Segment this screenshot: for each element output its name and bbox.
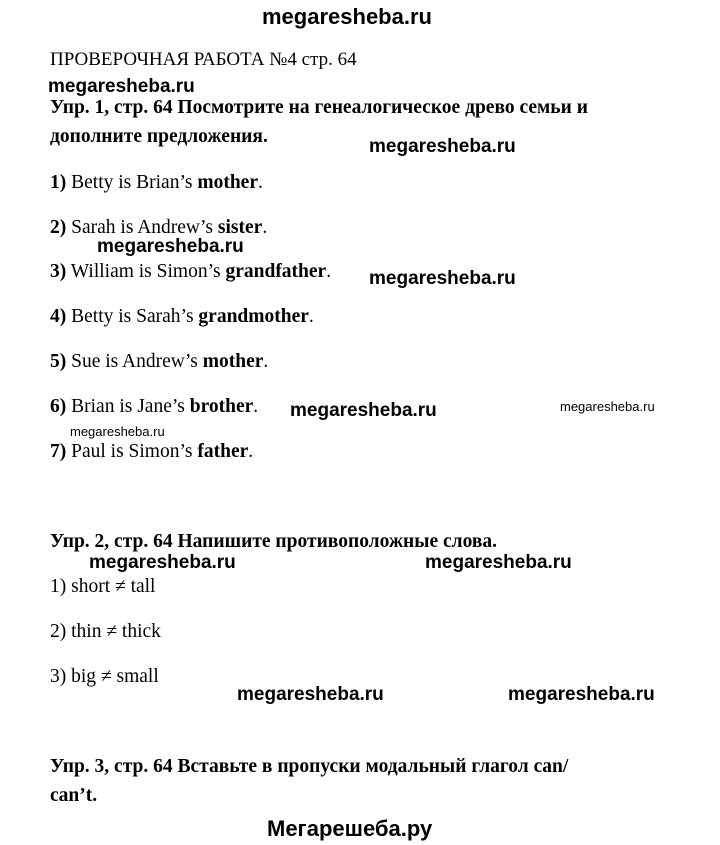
watermark: megaresheba.ru [560, 399, 655, 414]
exercise1-title-line2: дополните предложения. [50, 126, 268, 147]
watermark: megaresheba.ru [369, 268, 516, 289]
watermark: megaresheba.ru [89, 552, 236, 573]
exercise1-item: 6) Brian is Jane’s brother. [50, 396, 259, 417]
exercise1-item: 3) William is Simon’s grandfather. [50, 261, 332, 282]
exercise2-item: 1) short ≠ tall [50, 576, 156, 597]
exercise3-title-line1: Упр. 3, стр. 64 Вставьте в пропуски модальный глагол can/ [50, 756, 569, 777]
watermark: megaresheba.ru [97, 236, 244, 257]
exercise1-title-line1: Упр. 1, стр. 64 Посмотрите на генеалогическое древо семьи и [50, 97, 588, 118]
watermark-top: megaresheba.ru [262, 4, 432, 29]
watermark: megaresheba.ru [369, 136, 516, 157]
watermark-bottom: Мегарешеба.ру [267, 816, 433, 841]
exercise2-item: 2) thin ≠ thick [50, 621, 161, 642]
watermark: megaresheba.ru [508, 684, 655, 705]
exercise1-item: 5) Sue is Andrew’s mother. [50, 351, 269, 372]
exercise3-title-line2: can’t. [50, 785, 98, 806]
exercise1-item: 7) Paul is Simon’s father. [50, 441, 254, 462]
page-header: ПРОВЕРОЧНАЯ РАБОТА №4 стр. 64 [50, 49, 357, 70]
watermark: megaresheba.ru [48, 76, 195, 97]
exercise1-item: 4) Betty is Sarah’s grandmother. [50, 306, 314, 327]
watermark: megaresheba.ru [425, 552, 572, 573]
exercise2-item: 3) big ≠ small [50, 666, 159, 687]
exercise2-title: Упр. 2, стр. 64 Напишите противоположные слова. [50, 531, 498, 552]
watermark: megaresheba.ru [290, 400, 437, 421]
exercise1-item: 1) Betty is Brian’s mother. [50, 172, 263, 193]
watermark: megaresheba.ru [70, 424, 165, 439]
exercise1-item: 2) Sarah is Andrew’s sister. [50, 217, 268, 238]
watermark: megaresheba.ru [237, 684, 384, 705]
